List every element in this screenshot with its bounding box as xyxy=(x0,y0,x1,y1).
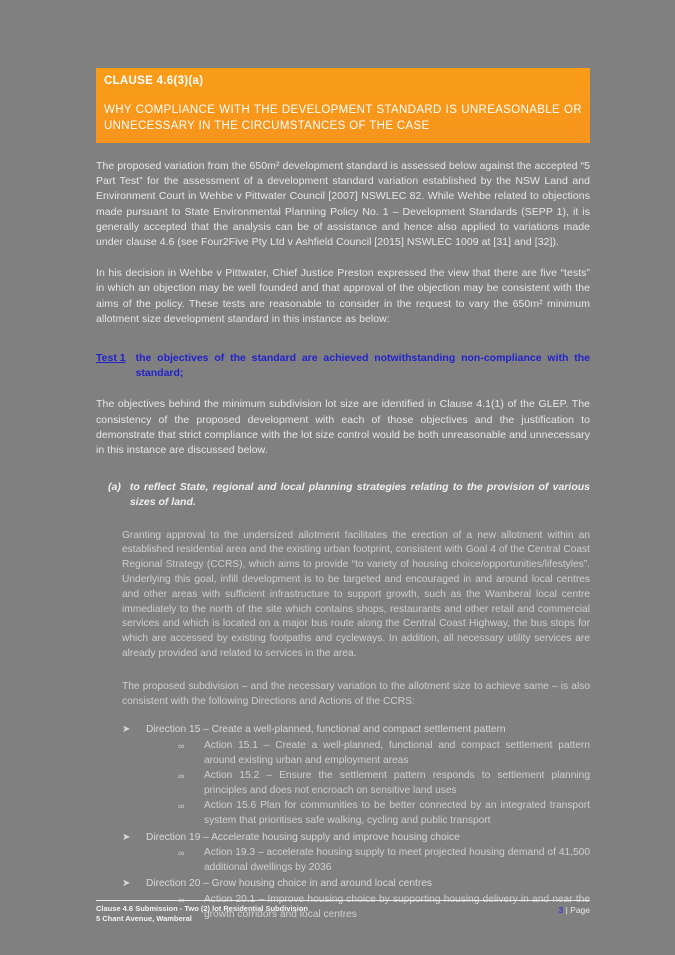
list-item xyxy=(178,769,590,798)
page-number-block xyxy=(558,904,590,915)
paragraph-ccrs-goal: Granting approval to the undersized allotment facilitates the erection of a new allotment within an established residential area and the existing urban footprint, consistent with Goal 4 of the Central Coast Regional Strategy (CCRS), which aims to provide “to variety of housing choice/opportunities/lifestyles”. Underlying this goal, infill development is to be targeted and encouraged in and around local centres and other areas with sufficient infrastructure to support growth, such as the Wamberal local centre immediately to the north of the site which contains shops, restaurants and other retail and commercial services and which is located on a major bus route along the Central Coast Highway, the bus stops for which are accessed by existing footpaths and cycleways. In addition, all necessary utility services are already provided and related to services in the area. xyxy=(122,529,590,660)
test-1-label: Test 1 xyxy=(96,352,126,365)
footer-line-2: 5 Chant Avenue, Wamberal xyxy=(96,914,192,923)
action-bullet-icon: ∞ xyxy=(178,848,185,859)
page-number: 3 xyxy=(558,905,564,915)
action-text: Action 15.6 Plan for communities to be better connected by an integrated transport system that prioritises safe walking, cycling and public transport xyxy=(204,800,590,826)
list-item xyxy=(178,799,590,828)
direction-title: Direction 20 – Grow housing choice in and around local centres xyxy=(146,878,432,890)
action-text: Action 20.1 – Improve housing choice by supporting housing delivery in and near the growth corridors and local centres xyxy=(204,893,590,920)
action-text: Action 15.1 – Create a well-planned, functional and compact settlement pattern around existing urban and employment areas xyxy=(204,740,590,766)
direction-title: Direction 15 – Create a well-planned, functional and compact settlement pattern xyxy=(146,724,506,736)
paragraph-ccrs-directions-lead: The proposed subdivision – and the necessary variation to the allotment size to achieve same – is also consistent with the following Directions and Actions of the CCRS: xyxy=(122,680,590,707)
actions-list xyxy=(178,846,590,875)
test-1-text: the objectives of the standard are achieved notwithstanding non-compliance with the standard; xyxy=(135,352,590,380)
arrow-bullet-icon: ➤ xyxy=(122,724,131,736)
document-content xyxy=(96,68,590,922)
action-bullet-icon: ∞ xyxy=(178,771,185,782)
arrow-bullet-icon: ➤ xyxy=(122,878,131,890)
action-bullet-icon: ∞ xyxy=(178,894,185,905)
paragraph-intro: The proposed variation from the 650m² development standard is assessed below against the accepted “5 Part Test” for the assessment of a development standard variation established by the NSW Land and Environment Court in Wehbe v Pittwater Council [2007] NSWLEC 82. While Wehbe related to objections made pursuant to State Environmental Planning Policy No. 1 – Development Standards (SEPP 1), it is generally accepted that the analysis can be of assistance and hence also applied to variations made under clause 4.6 (see Four2Five Pty Ltd v Ashfield Council [2015] NSWLEC 1009 at [31] and [32]). xyxy=(96,160,590,249)
direction-group xyxy=(122,723,590,828)
objective-a-heading xyxy=(96,480,590,510)
action-text: Action 19.3 – accelerate housing supply to meet projected housing demand of 41,500 additional dwellings by 2036 xyxy=(204,847,590,873)
objective-a-text: to reflect State, regional and local planning strategies relating to the provision of various sizes of land. xyxy=(129,481,590,509)
objective-a-marker: (a) xyxy=(108,481,121,494)
footer-document-title xyxy=(96,904,308,924)
list-item xyxy=(122,877,590,892)
list-item xyxy=(178,846,590,875)
clause-banner xyxy=(96,68,590,143)
directions-list xyxy=(122,723,590,922)
direction-group xyxy=(122,831,590,876)
actions-list xyxy=(178,739,590,829)
page-footer xyxy=(96,900,590,924)
clause-banner-label: CLAUSE 4.6(3)(a) xyxy=(104,75,204,87)
page-label: | Page xyxy=(565,905,590,915)
list-item xyxy=(178,739,590,768)
action-bullet-icon: ∞ xyxy=(178,741,185,752)
footer-line-1: Clause 4.6 Submission - Two (2) lot Residential Subdivision xyxy=(96,904,308,913)
list-item xyxy=(122,723,590,738)
direction-title: Direction 19 – Accelerate housing supply and improve housing choice xyxy=(146,831,460,843)
action-text: Action 15.2 – Ensure the settlement pattern responds to settlement planning principles and does not encroach on sensitive land uses xyxy=(204,770,590,796)
action-bullet-icon: ∞ xyxy=(178,801,185,812)
clause-banner-title: WHY COMPLIANCE WITH THE DEVELOPMENT STANDARD IS UNREASONABLE OR UNNECESSARY IN THE CIRCUMSTANCES OF THE CASE xyxy=(104,104,582,132)
paragraph-objectives: The objectives behind the minimum subdivision lot size are identified in Clause 4.1(1) of the GLEP. The consistency of the proposed development with each of those objectives and the justification to demonstrate that strict compliance with the lot size control would be both unreasonable and unnecessary in this instance are discussed below. xyxy=(96,398,590,457)
list-item xyxy=(122,831,590,846)
paragraph-wehbe-tests: In his decision in Wehbe v Pittwater, Chief Justice Preston expressed the view that there are five “tests” in which an objection may be well founded and that approval of the objection may be consistent with the aims of the policy. These tests are reasonable to consider in the request to vary the 650m² minimum allotment size development standard in this instance as below: xyxy=(96,267,590,325)
test-1-heading xyxy=(96,351,590,381)
arrow-bullet-icon: ➤ xyxy=(122,831,131,843)
